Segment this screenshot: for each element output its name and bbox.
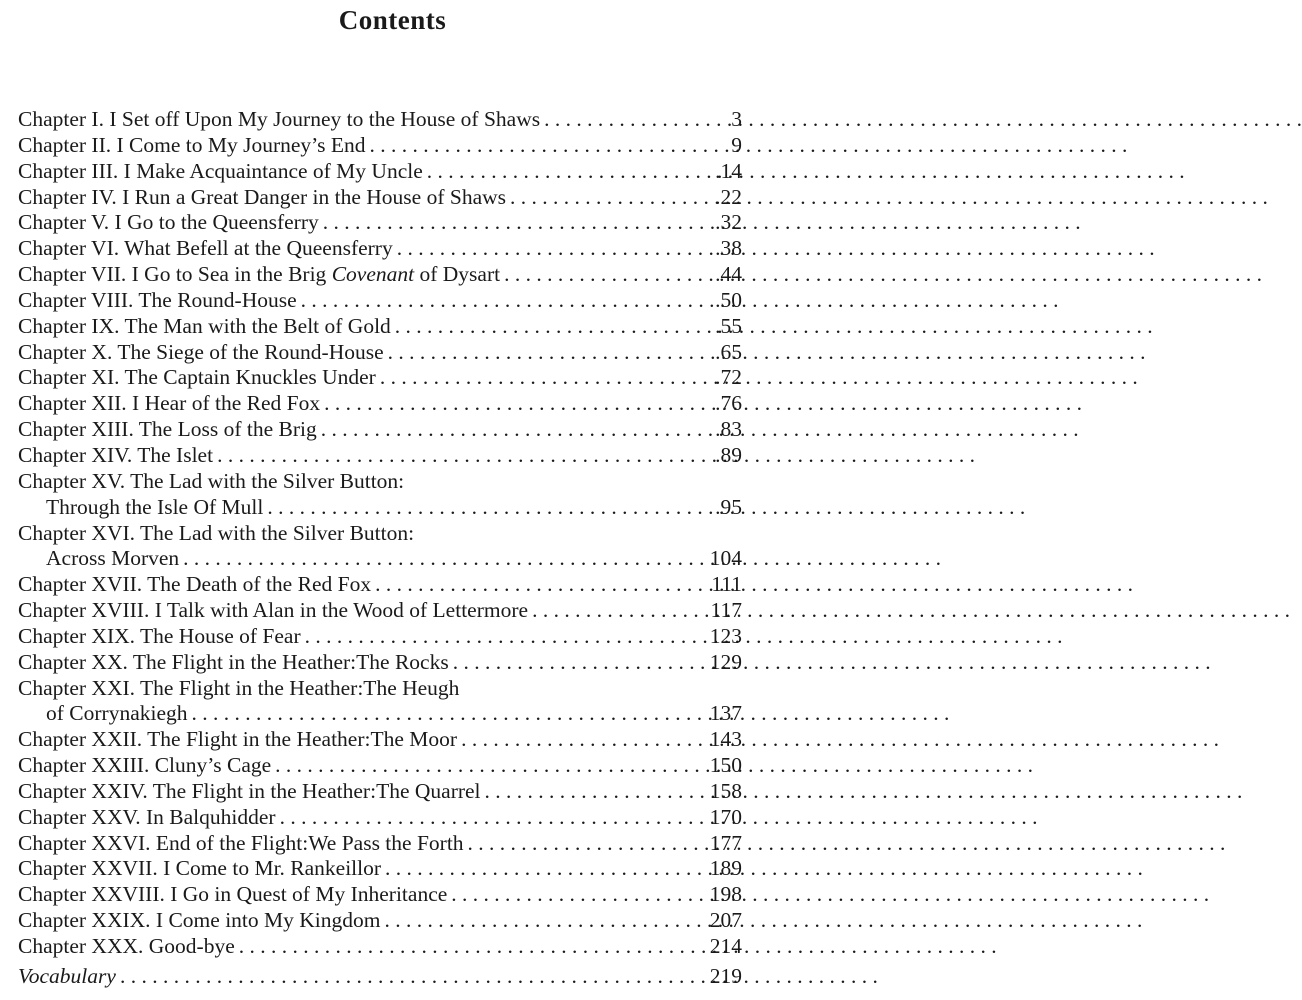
dot-leader xyxy=(457,727,710,753)
toc-entry-page: 111 xyxy=(711,572,742,597)
toc-entry-title: Chapter XXX. Good-bye xyxy=(18,934,235,958)
table-of-contents xyxy=(18,107,742,990)
dot-leader xyxy=(116,964,710,990)
toc-entry-page: 137 xyxy=(709,701,742,726)
toc-entry[interactable] xyxy=(18,572,742,598)
toc-entry[interactable] xyxy=(18,469,742,495)
toc-entry-title: Chapter XX. The Flight in the Heather:The Rocks xyxy=(18,649,449,674)
toc-entry-page: .14 xyxy=(715,158,742,183)
toc-entry-title-part: of Dysart xyxy=(414,262,501,287)
dot-leader xyxy=(271,753,710,779)
toc-entry-title: Chapter XVI. The Lad with the Silver Button: xyxy=(18,520,415,545)
toc-entry-page: .38 xyxy=(715,236,742,261)
toc-entry-page: .44 xyxy=(715,262,742,287)
toc-entry[interactable] xyxy=(18,624,742,650)
dot-leader xyxy=(366,133,732,159)
dot-leader xyxy=(319,210,715,236)
toc-entry-page: 143 xyxy=(709,727,742,752)
toc-entry[interactable] xyxy=(18,133,742,159)
page-title: Contents xyxy=(338,5,447,35)
dot-leader xyxy=(213,443,715,469)
toc-entry-page: .55 xyxy=(715,313,742,338)
toc-entry-page: 9 xyxy=(731,132,742,157)
toc-entry-title: Chapter XIV. The Islet xyxy=(18,442,214,467)
toc-entry-title-part: Chapter VII. I Go to Sea in the Brig xyxy=(18,262,332,287)
toc-entry-title: Chapter XXVII. I Come to Mr. Rankeillor xyxy=(18,856,382,881)
toc-entry-title: Chapter IX. The Man with the Belt of Gold xyxy=(18,313,391,338)
toc-entry-vocabulary[interactable] xyxy=(18,964,742,990)
toc-entry-page: 198 xyxy=(709,882,742,907)
dot-leader xyxy=(464,831,710,857)
toc-entry-page: .95 xyxy=(715,494,742,519)
toc-entry-title-continued: Across Morven xyxy=(46,546,180,571)
toc-entry[interactable] xyxy=(18,805,742,831)
dot-leader xyxy=(317,417,715,443)
toc-entry[interactable] xyxy=(18,650,742,676)
toc-entry[interactable] xyxy=(18,340,742,366)
dot-leader xyxy=(320,391,715,417)
toc-entry[interactable] xyxy=(18,365,742,391)
toc-entry[interactable] xyxy=(18,779,742,805)
toc-entry[interactable] xyxy=(18,934,742,960)
dot-leader xyxy=(384,340,715,366)
toc-entry-page: 3 xyxy=(731,107,742,131)
dot-leader xyxy=(380,908,709,934)
dot-leader xyxy=(297,288,715,314)
dot-leader xyxy=(276,805,710,831)
toc-entry-page: .83 xyxy=(715,417,742,442)
toc-entry-page: 158 xyxy=(709,778,742,803)
toc-entry[interactable] xyxy=(18,417,742,443)
toc-entry-title: Chapter XXIII. Cluny’s Cage xyxy=(18,753,272,778)
toc-entry[interactable] xyxy=(18,314,742,340)
toc-entry-page: 129 xyxy=(709,649,742,674)
toc-entry-continuation[interactable] xyxy=(18,701,742,727)
toc-entry-title: Chapter XXVI. End of the Flight:We Pass the Forth xyxy=(18,830,464,855)
toc-entry[interactable] xyxy=(18,727,742,753)
toc-entry-page: .22 xyxy=(715,184,742,209)
dot-leader xyxy=(500,262,715,288)
toc-entry-page: 219 xyxy=(709,963,742,988)
toc-entry[interactable] xyxy=(18,210,742,236)
toc-entry[interactable] xyxy=(18,391,742,417)
toc-entry-title: Chapter VIII. The Round-House xyxy=(18,287,297,312)
dot-leader xyxy=(447,882,709,908)
toc-entry-page: 117 xyxy=(710,598,742,623)
toc-entry-title: Chapter XVII. The Death of the Red Fox xyxy=(18,572,372,597)
toc-entry-title: Chapter XXIX. I Come into My Kingdom xyxy=(18,908,381,933)
toc-entry-continuation[interactable] xyxy=(18,495,742,521)
toc-entry-continuation[interactable] xyxy=(18,546,742,572)
toc-entry-title: Chapter XXVIII. I Go in Quest of My Inheritance xyxy=(18,882,448,907)
ship-name: Covenant xyxy=(331,262,415,287)
toc-entry-title: Chapter XXII. The Flight in the Heather:The Moor xyxy=(18,727,458,752)
toc-entry[interactable] xyxy=(18,443,742,469)
toc-entry-title: Chapter XXI. The Flight in the Heather:The Heugh xyxy=(18,675,460,700)
dot-leader xyxy=(371,572,711,598)
dot-leader xyxy=(381,856,710,882)
toc-entry-page: 189 xyxy=(709,856,742,881)
toc-entry[interactable] xyxy=(18,676,742,702)
toc-entry-title: Chapter V. I Go to the Queensferry xyxy=(18,210,319,235)
toc-entry-title: Vocabulary xyxy=(18,963,116,988)
toc-entry[interactable] xyxy=(18,908,742,934)
toc-entry-title-continued: Through the Isle Of Mull xyxy=(46,494,264,519)
dot-leader xyxy=(188,701,710,727)
toc-entry-page: 123 xyxy=(709,623,742,648)
dot-leader xyxy=(506,185,715,211)
toc-entry-title: Chapter XXV. In Balquhidder xyxy=(18,804,276,829)
toc-entry-title: Chapter II. I Come to My Journey’s End xyxy=(18,132,366,157)
toc-entry[interactable] xyxy=(18,521,742,547)
toc-entry-title: Chapter XVIII. I Talk with Alan in the Wood of Lettermore xyxy=(18,598,529,623)
toc-entry[interactable] xyxy=(18,831,742,857)
toc-entry-page: 104 xyxy=(709,546,742,571)
toc-entry-title: Chapter XV. The Lad with the Silver Button: xyxy=(18,468,405,493)
dot-leader xyxy=(449,650,710,676)
toc-entry-title: Chapter X. The Siege of the Round-House xyxy=(18,339,384,364)
toc-entry-title: Chapter XIII. The Loss of the Brig xyxy=(18,417,317,442)
toc-entry-title: Chapter XIX. The House of Fear xyxy=(18,623,301,648)
toc-entry-page: .32 xyxy=(715,210,742,235)
toc-entry-title-continued: of Corrynakiegh xyxy=(46,701,188,726)
dot-leader xyxy=(481,779,710,805)
toc-entry-page: 177 xyxy=(709,830,742,855)
dot-leader xyxy=(263,495,715,521)
dot-leader xyxy=(179,546,710,572)
toc-entry-page: .72 xyxy=(715,365,742,390)
toc-entry-title: Chapter XXIV. The Flight in the Heather:The Quarrel xyxy=(18,778,481,803)
dot-leader xyxy=(301,624,710,650)
toc-entry-title: Chapter IV. I Run a Great Danger in the House of Shaws xyxy=(18,184,507,209)
dot-leader xyxy=(376,365,715,391)
toc-entry[interactable] xyxy=(18,159,742,185)
toc-entry-title xyxy=(18,262,500,288)
toc-entry-page: 170 xyxy=(709,804,742,829)
dot-leader xyxy=(528,598,710,624)
toc-entry[interactable] xyxy=(18,288,742,314)
toc-entry[interactable] xyxy=(18,107,742,133)
toc-entry[interactable] xyxy=(18,262,742,288)
toc-entry[interactable] xyxy=(18,882,742,908)
dot-leader xyxy=(235,934,710,960)
toc-entry[interactable] xyxy=(18,856,742,882)
toc-entry-page: .65 xyxy=(715,339,742,364)
toc-entry[interactable] xyxy=(18,753,742,779)
toc-entry[interactable] xyxy=(18,185,742,211)
toc-entry-title: Chapter I. I Set off Upon My Journey to the House of Shaws xyxy=(18,107,541,131)
dot-leader xyxy=(423,159,715,185)
dot-leader xyxy=(540,107,731,133)
toc-entry-page: 207 xyxy=(709,908,742,933)
toc-entry-page: 150 xyxy=(709,753,742,778)
toc-entry-page: .50 xyxy=(715,287,742,312)
toc-entry-title: Chapter VI. What Befell at the Queensferry xyxy=(18,236,393,261)
toc-entry-title: Chapter III. I Make Acquaintance of My Uncle xyxy=(18,158,423,183)
toc-entry[interactable] xyxy=(18,236,742,262)
dot-leader xyxy=(391,314,715,340)
toc-entry-page: .89 xyxy=(715,442,742,467)
toc-entry[interactable] xyxy=(18,598,742,624)
dot-leader xyxy=(393,236,715,262)
toc-entry-page: 214 xyxy=(709,934,742,958)
toc-entry-title: Chapter XI. The Captain Knuckles Under xyxy=(18,365,376,390)
toc-entry-title: Chapter XII. I Hear of the Red Fox xyxy=(18,391,321,416)
toc-entry-page: .76 xyxy=(715,391,742,416)
